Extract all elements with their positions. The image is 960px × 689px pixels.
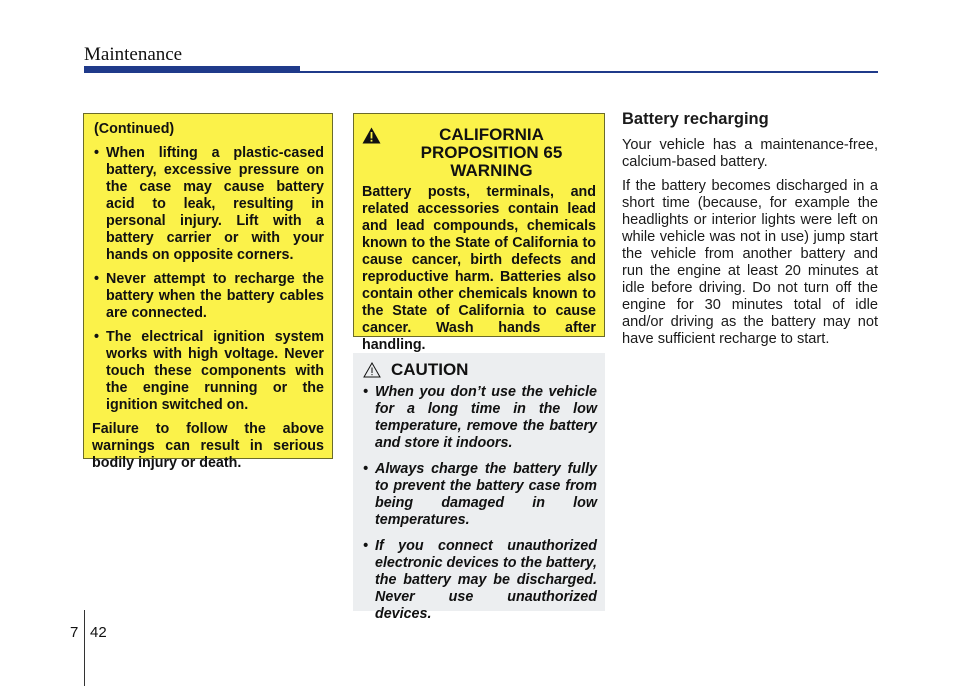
caution-box bbox=[353, 353, 605, 622]
california-warning-title: CALIFORNIA PROPOSITION 65 WARNING bbox=[420, 125, 563, 180]
california-warning-heading bbox=[362, 126, 596, 180]
list-item: • Never attempt to recharge the battery when the battery cables are connected. bbox=[92, 271, 324, 322]
header-rule-thin bbox=[300, 71, 878, 73]
warning-triangle-icon bbox=[362, 127, 381, 144]
list-item: • Always charge the battery fully to prevent the battery case from being damaged in low temperatures. bbox=[361, 461, 597, 529]
section-title: Battery recharging bbox=[622, 110, 769, 128]
california-warning-box bbox=[353, 113, 605, 353]
list-item: • When lifting a plastic-cased battery, excessive pressure on the case may cause battery acid to leak, resulting in personal injury. Lift with a battery carrier or with your hands on opposite corners. bbox=[92, 145, 324, 264]
paragraph: If the battery becomes discharged in a short time (because, for example the headlights or interior lights were left on while vehicle was not in use) jump start the vehicle from another battery and run the engine at least 20 minutes at idle before driving. Do not turn off the engine for 30 minutes total of idle and/or driving as the battery may not have sufficient recharge to start. bbox=[622, 178, 878, 347]
list-item: • If you connect unauthorized electronic devices to the battery, the battery may be discharged. Never use unauthorized devices. bbox=[361, 538, 597, 623]
list-item: • The electrical ignition system works with high voltage. Never touch these components with the engine running or the ignition switched on. bbox=[92, 329, 324, 414]
warning-continued-box bbox=[83, 113, 333, 471]
page-header-title: Maintenance bbox=[84, 44, 183, 65]
battery-recharging-section bbox=[622, 111, 878, 355]
caution-title: CAUTION bbox=[391, 360, 469, 379]
caution-triangle-icon bbox=[363, 362, 381, 378]
footer-divider bbox=[84, 610, 85, 686]
warning-footer-text: Failure to follow the above warnings can result in serious bodily injury or death. bbox=[92, 421, 324, 471]
warning-list bbox=[92, 145, 324, 414]
continued-label: (Continued) bbox=[94, 121, 175, 137]
california-warning-body: Battery posts, terminals, and related accessories contain lead and lead compounds, chemicals known to the State of California to cause cancer, birth defects and reproductive harm. Batteries also contain other chemicals known to the State of California to cause cancer. Wash hands after handling. bbox=[362, 184, 596, 353]
caution-list bbox=[361, 384, 597, 623]
caution-heading bbox=[363, 361, 597, 378]
list-item: • When you don’t use the vehicle for a long time in the low temperature, remove the battery and store it indoors. bbox=[361, 384, 597, 452]
paragraph: Your vehicle has a maintenance-free, calcium-based battery. bbox=[622, 137, 878, 170]
chapter-number: 7 bbox=[70, 624, 79, 641]
header-rule-thick bbox=[84, 66, 300, 73]
page-number: 42 bbox=[90, 624, 107, 641]
